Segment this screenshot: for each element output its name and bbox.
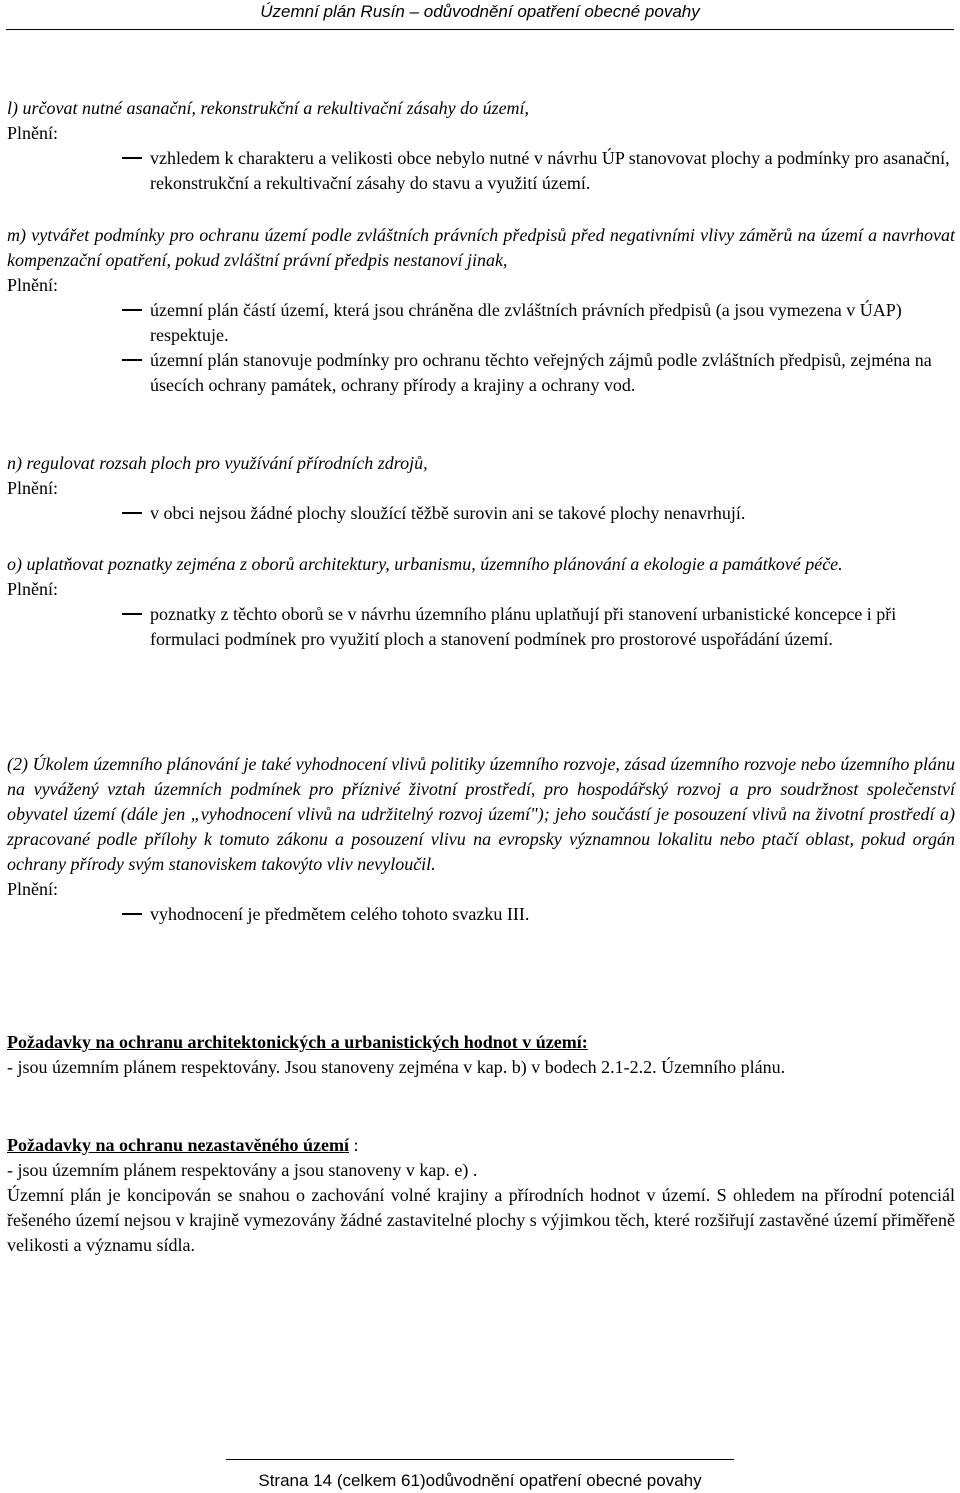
header-rule bbox=[6, 29, 954, 30]
fulfillment-list bbox=[7, 501, 955, 526]
list-item-text: v obci nejsou žádné plochy sloužící těžbě surovin ani se takové plochy nenavrhují. bbox=[150, 503, 746, 523]
section-m bbox=[7, 223, 955, 398]
section-heading: Požadavky na ochranu architektonických a urbanistických hodnot v území: bbox=[7, 1032, 588, 1052]
dash-bullet-icon bbox=[122, 913, 142, 915]
section-heading: Požadavky na ochranu nezastavěného území bbox=[7, 1135, 349, 1155]
dash-bullet-icon bbox=[122, 359, 142, 361]
section-line: - jsou územním plánem respektovány a jsou stanoveny v kap. e) . bbox=[7, 1160, 478, 1180]
section-line: - jsou územním plánem respektovány. Jsou stanoveny zejména v kap. b) v bodech 2.1-2.2. Územního plánu. bbox=[7, 1057, 786, 1077]
fulfillment-label: Plnění: bbox=[7, 579, 59, 599]
list-item bbox=[7, 501, 955, 526]
architecture-section bbox=[7, 1030, 955, 1080]
section-2 bbox=[7, 752, 955, 927]
dash-bullet-icon bbox=[122, 613, 142, 615]
unbuilt-section bbox=[7, 1133, 955, 1258]
footer-rule bbox=[226, 1459, 734, 1460]
dash-bullet-icon bbox=[122, 309, 142, 311]
fulfillment-label: Plnění: bbox=[7, 478, 59, 498]
list-item-text: vyhodnocení je předmětem celého tohoto svazku III. bbox=[150, 904, 530, 924]
list-item-text: územní plán částí území, která jsou chráněna dle zvláštních právních předpisů (a jsou vymezena v ÚAP) respektuje. bbox=[150, 300, 902, 345]
requirement-text: (2) Úkolem územního plánování je také vyhodnocení vlivů politiky územního rozvoje, zásad územního rozvoje nebo územního plánu na vyvážený vztah územních podmínek pro příznivé životní prostředí, pro hospodářský rozvoj a pro soudržnost společenství obyvatel území (dále jen „vyhodnocení vlivů na udržitelný rozvoj území"); jeho součástí je posouzení vlivů na životní prostředí a) zpracované podle přílohy k tomuto zákonu a posouzení vlivu na evropsky významnou lokalitu nebo ptačí oblast, pokud orgán ochrany přírody svým stanoviskem takovýto vliv nevyloučil. bbox=[7, 754, 955, 874]
section-paragraph: Územní plán je koncipován se snahou o zachování volné krajiny a přírodních hodnot v území. S ohledem na přírodní potenciál řešeného území nejsou v krajině vymezovány žádné zastavitelné plochy s výjimkou těch, které rozšiřují zastavěné území přiměřeně velikosti a významu sídla. bbox=[7, 1185, 955, 1255]
fulfillment-list bbox=[7, 602, 955, 652]
list-item-text: vzhledem k charakteru a velikosti obce nebylo nutné v návrhu ÚP stanovovat plochy a podmínky pro asanační, rekonstrukční a rekultivační zásahy do stavu a využití území. bbox=[150, 148, 950, 193]
list-item bbox=[7, 146, 955, 196]
page-footer: Strana 14 (celkem 61)odůvodnění opatření obecné povahy bbox=[258, 1471, 702, 1490]
requirement-text: m) vytvářet podmínky pro ochranu území podle zvláštních právních předpisů před negativními vlivy záměrů na území a navrhovat kompenzační opatření, pokud zvláštní právní předpis nestanoví jinak, bbox=[7, 225, 955, 270]
dash-bullet-icon bbox=[122, 157, 142, 159]
list-item bbox=[7, 602, 955, 652]
section-heading-row bbox=[7, 1133, 955, 1158]
section-l bbox=[7, 96, 955, 196]
fulfillment-list bbox=[7, 298, 955, 398]
section-o bbox=[7, 552, 955, 652]
list-item-text: územní plán stanovuje podmínky pro ochranu těchto veřejných zájmů podle zvláštních předpisů, zejména na úsecích ochrany památek, ochrany přírody a krajiny a ochrany vod. bbox=[150, 350, 932, 395]
list-item bbox=[7, 902, 955, 927]
requirement-text: l) určovat nutné asanační, rekonstrukční a rekultivační zásahy do území, bbox=[7, 98, 530, 118]
heading-suffix: : bbox=[349, 1135, 359, 1155]
fulfillment-label: Plnění: bbox=[7, 275, 59, 295]
fulfillment-label: Plnění: bbox=[7, 879, 59, 899]
fulfillment-list bbox=[7, 902, 955, 927]
page-header: Územní plán Rusín – odůvodnění opatření obecné povahy bbox=[260, 2, 700, 21]
list-item-text: poznatky z těchto oborů se v návrhu územního plánu uplatňují při stanovení urbanistické koncepce i při formulaci podmínek pro využití ploch a stanovení podmínek pro prostorové uspořádání území. bbox=[150, 604, 897, 649]
requirement-text: n) regulovat rozsah ploch pro využívání přírodních zdrojů, bbox=[7, 453, 428, 473]
list-item bbox=[7, 348, 955, 398]
requirement-text: o) uplatňovat poznatky zejména z oborů architektury, urbanismu, územního plánování a ekologie a památkové péče. bbox=[7, 554, 843, 574]
fulfillment-label: Plnění: bbox=[7, 123, 59, 143]
fulfillment-list bbox=[7, 146, 955, 196]
list-item bbox=[7, 298, 955, 348]
dash-bullet-icon bbox=[122, 512, 142, 514]
section-n bbox=[7, 451, 955, 526]
